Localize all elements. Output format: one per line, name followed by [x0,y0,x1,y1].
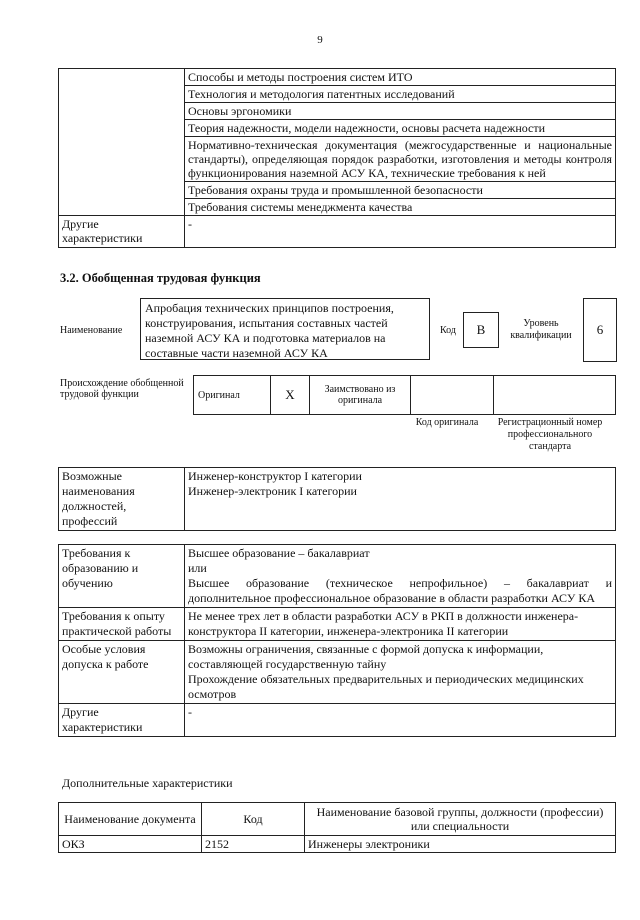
table-row [59,836,616,853]
origin-reg-cell [494,376,616,415]
experience-label: Требования к опыту практической работы [59,608,185,641]
header-group-name: Наименование базовой группы, должности (профессии) или специальности [305,803,616,836]
education-label: Требования к образованию и обучению [59,545,185,608]
requirements-table [58,544,616,737]
function-name-value: Апробация технических принципов построения, конструирования, испытания составных частей наземной АСУ КА и подготовка материалов на составные части наземной АСУ КА [140,298,430,360]
other-characteristics-value: - [185,704,616,737]
knowledge-item: Теория надежности, модели надежности, основы расчета надежности [185,120,616,137]
position-item: Инженер-конструктор I категории [188,469,362,483]
header-document-name: Наименование документа [59,803,202,836]
knowledge-item: Способы и методы построения систем ИТО [185,69,616,86]
table-cell: ОКЗ [59,836,202,853]
page-number: 9 [317,34,323,46]
borrowed-label: Заимствовано из оригинала [310,376,411,415]
table-cell: Инженеры электроники [305,836,616,853]
table-cell: 2152 [202,836,305,853]
special-condition-item: Возможны ограничения, связанные с формой допуска к информации, составляющей государственную тайну [188,642,544,671]
positions-values [185,468,616,531]
original-mark: X [271,376,310,415]
knowledge-item: Основы эргономики [185,103,616,120]
special-conditions-label: Особые условия допуска к работе [59,641,185,704]
knowledge-item: Требования охраны труда и промышленной безопасности [185,182,616,199]
knowledge-item: Технология и методология патентных исследований [185,86,616,103]
education-item: Высшее образование (техническое непрофильное) – бакалавриат и дополнительное профессиональное образование в области разработки АСУ КА [188,576,612,605]
function-name-label: Наименование [60,325,123,336]
origin-label: Происхождение обобщенной трудовой функции [60,378,184,400]
other-characteristics-value: - [185,216,616,248]
education-item: или [188,561,207,575]
qualification-level-label: Уровень квалификации [510,318,572,341]
reg-number-caption: Регистрационный номер профессионального стандарта [497,417,603,452]
special-condition-item: Прохождение обязательных предварительных и периодических медицинских осмотров [188,672,584,701]
function-code-label: Код [440,325,456,336]
knowledge-item: Нормативно-техническая документация (межгосударственные и национальные стандарты), определяющая порядок разработки, изготовления и методы контроля функционирования наземной АСУ КА, технические требования к ней [185,137,616,182]
knowledge-table [58,68,616,248]
knowledge-item: Требования системы менеджмента качества [185,199,616,216]
special-conditions-values [185,641,616,704]
origin-code-cell [411,376,494,415]
origin-table [193,375,616,415]
education-values [185,545,616,608]
section-heading: 3.2. Обобщенная трудовая функция [60,271,261,285]
original-label: Оригинал [194,376,271,415]
extra-characteristics-title: Дополнительные характеристики [62,776,233,790]
function-code-value: B [463,312,499,348]
experience-value: Не менее трех лет в области разработки АСУ в РКП в должности инженера-конструктора II категории, инженера-электроника II категории [185,608,616,641]
positions-table [58,467,616,531]
header-code: Код [202,803,305,836]
extra-characteristics-table [58,802,616,853]
position-item: Инженер-электроник I категории [188,484,357,498]
qualification-level-value: 6 [583,298,617,362]
positions-label: Возможные наименования должностей, профессий [59,468,185,531]
other-characteristics-label: Другие характеристики [59,216,185,248]
knowledge-label-cell [59,69,185,216]
other-characteristics-label: Другие характеристики [59,704,185,737]
origin-code-caption: Код оригинала [415,417,479,428]
education-item: Высшее образование – бакалавриат [188,546,370,560]
